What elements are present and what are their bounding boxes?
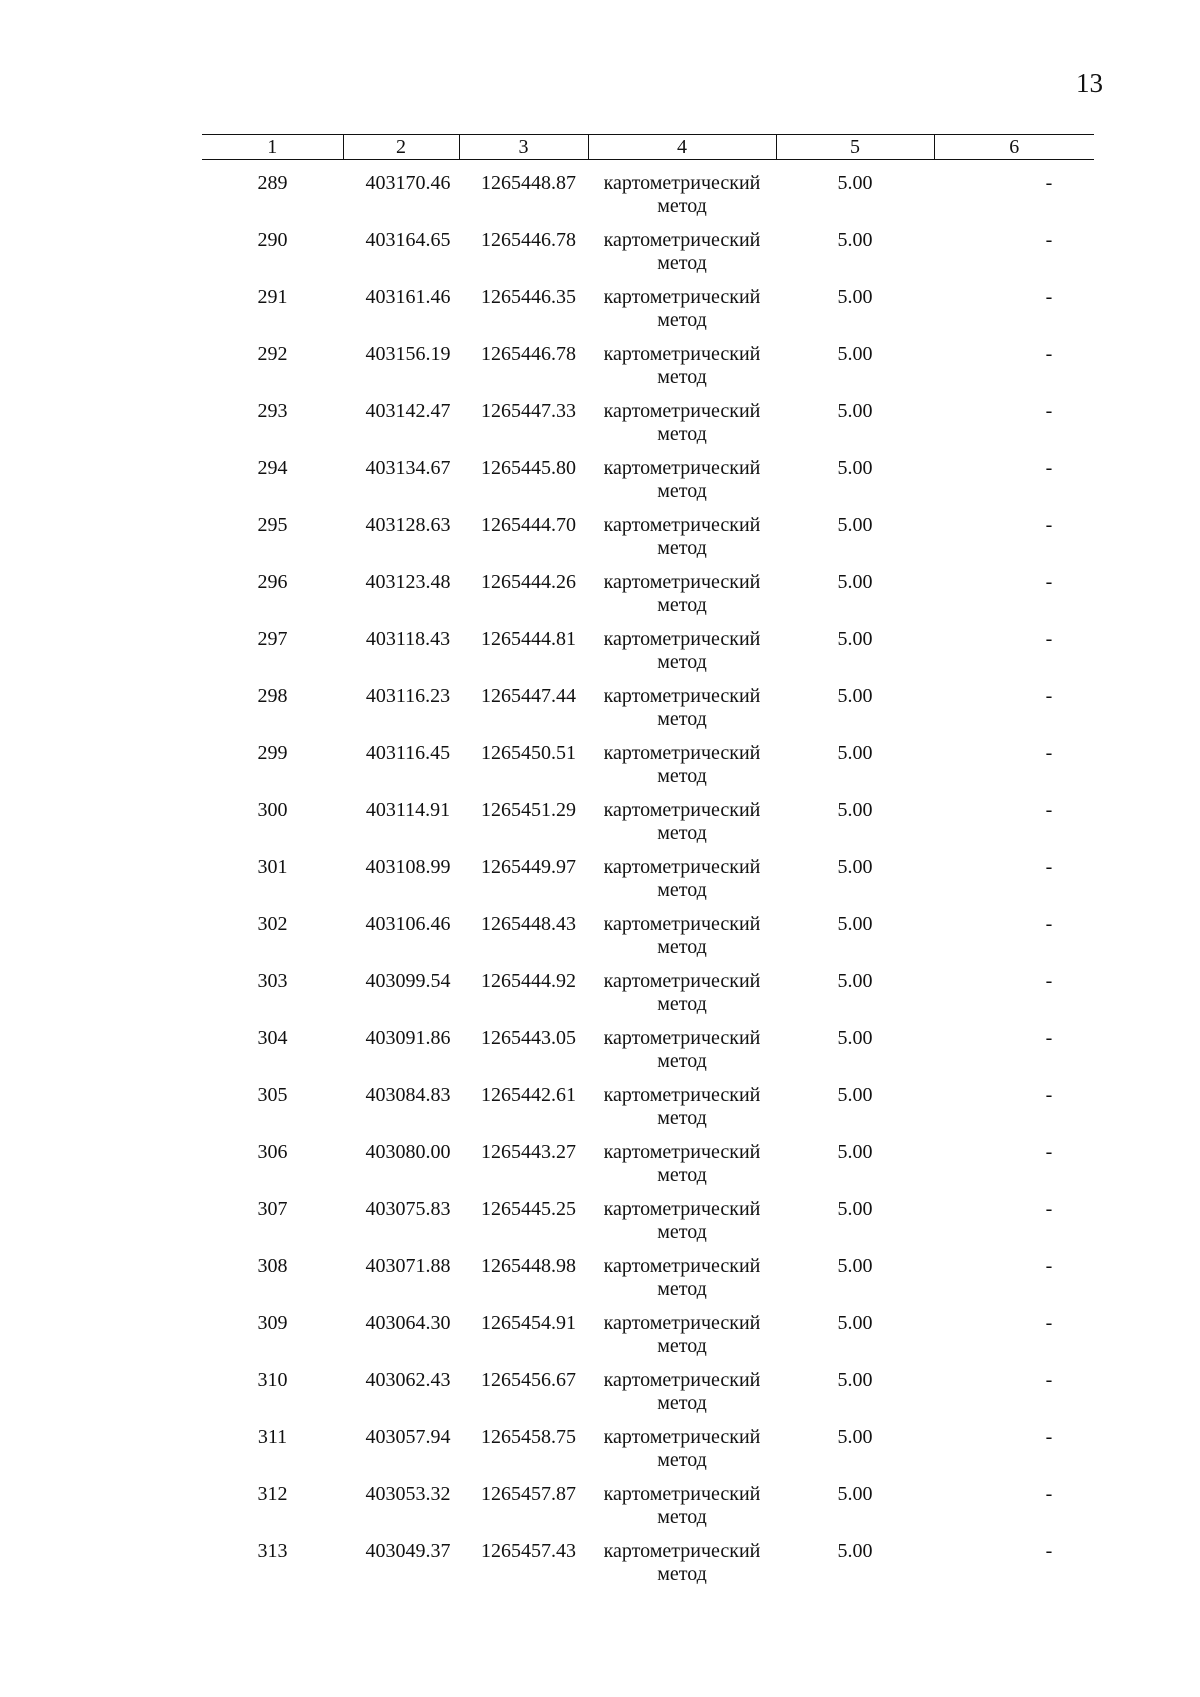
accuracy-cell: 5.00 [837,1198,873,1220]
method-cell [588,571,776,628]
note-cell: - [1045,1198,1053,1220]
method-cell [588,1369,776,1426]
table-row [202,799,1094,856]
method-line-2: метод [657,993,707,1015]
accuracy-cell: 5.00 [837,628,873,650]
y-coordinate-cell: 1265446.35 [481,286,576,308]
method-line-2: метод [657,1221,707,1243]
point-number-cell: 289 [257,172,288,194]
point-number-cell: 301 [257,856,288,878]
point-number-cell: 304 [257,1027,288,1049]
x-coordinate-cell: 403156.19 [365,343,451,365]
note-cell: - [1045,1141,1053,1163]
header-cell-3: 3 [459,135,588,160]
note-cell: - [1045,1084,1053,1106]
accuracy-cell: 5.00 [837,856,873,878]
method-line-1: картометрический [603,628,761,650]
method-cell [588,1426,776,1483]
x-coordinate-cell: 403134.67 [365,457,451,479]
accuracy-cell: 5.00 [837,571,873,593]
point-number-cell: 294 [257,457,288,479]
header-cell-1: 1 [202,135,343,160]
y-coordinate-cell: 1265451.29 [481,799,576,821]
x-coordinate-cell: 403084.83 [365,1084,451,1106]
table-row [202,400,1094,457]
x-coordinate-cell: 403128.63 [365,514,451,536]
header-cell-6: 6 [934,135,1094,160]
table-row [202,1084,1094,1141]
method-cell [588,229,776,286]
point-number-cell: 310 [257,1369,288,1391]
table-row [202,1312,1094,1369]
accuracy-cell: 5.00 [837,1312,873,1334]
method-line-2: метод [657,252,707,274]
accuracy-cell: 5.00 [837,970,873,992]
method-cell [588,685,776,742]
accuracy-cell: 5.00 [837,343,873,365]
note-cell: - [1045,172,1053,194]
accuracy-cell: 5.00 [837,514,873,536]
method-line-1: картометрический [603,1198,761,1220]
accuracy-cell: 5.00 [837,1255,873,1277]
point-number-cell: 306 [257,1141,288,1163]
x-coordinate-cell: 403091.86 [365,1027,451,1049]
x-coordinate-cell: 403106.46 [365,913,451,935]
table-row [202,457,1094,514]
note-cell: - [1045,514,1053,536]
method-cell [588,1255,776,1312]
x-coordinate-cell: 403118.43 [365,628,451,650]
x-coordinate-cell: 403116.23 [365,685,451,707]
y-coordinate-cell: 1265447.44 [481,685,576,707]
method-line-2: метод [657,879,707,901]
method-line-1: картометрический [603,1426,761,1448]
header-cell-5: 5 [776,135,934,160]
point-number-cell: 303 [257,970,288,992]
method-cell [588,343,776,400]
note-cell: - [1045,457,1053,479]
y-coordinate-cell: 1265448.98 [481,1255,576,1277]
method-line-2: метод [657,651,707,673]
y-coordinate-cell: 1265447.33 [481,400,576,422]
table-row [202,742,1094,799]
method-cell [588,913,776,970]
method-line-1: картометрический [603,970,761,992]
method-cell [588,1483,776,1540]
y-coordinate-cell: 1265450.51 [481,742,576,764]
y-coordinate-cell: 1265444.26 [481,571,576,593]
method-line-1: картометрический [603,913,761,935]
y-coordinate-cell: 1265443.27 [481,1141,576,1163]
y-coordinate-cell: 1265448.43 [481,913,576,935]
accuracy-cell: 5.00 [837,1141,873,1163]
method-line-2: метод [657,195,707,217]
method-line-1: картометрический [603,1369,761,1391]
table-row [202,229,1094,286]
accuracy-cell: 5.00 [837,1540,873,1562]
table-row [202,685,1094,742]
method-cell [588,970,776,1027]
y-coordinate-cell: 1265446.78 [481,229,576,251]
method-line-2: метод [657,1506,707,1528]
method-line-2: метод [657,537,707,559]
x-coordinate-cell: 403116.45 [365,742,451,764]
accuracy-cell: 5.00 [837,1369,873,1391]
table-body [202,160,1094,1598]
point-number-cell: 297 [257,628,288,650]
method-cell [588,514,776,571]
accuracy-cell: 5.00 [837,1027,873,1049]
y-coordinate-cell: 1265449.97 [481,856,576,878]
method-line-2: метод [657,1392,707,1414]
note-cell: - [1045,1483,1053,1505]
method-line-1: картометрический [603,286,761,308]
accuracy-cell: 5.00 [837,799,873,821]
note-cell: - [1045,799,1053,821]
method-cell [588,1312,776,1369]
y-coordinate-cell: 1265457.87 [481,1483,576,1505]
coordinates-table [202,134,1094,1597]
table-row [202,1255,1094,1312]
method-line-2: метод [657,708,707,730]
method-line-2: метод [657,1278,707,1300]
table-row [202,1141,1094,1198]
accuracy-cell: 5.00 [837,685,873,707]
x-coordinate-cell: 403080.00 [365,1141,451,1163]
point-number-cell: 296 [257,571,288,593]
y-coordinate-cell: 1265457.43 [481,1540,576,1562]
table-row [202,1198,1094,1255]
y-coordinate-cell: 1265445.25 [481,1198,576,1220]
point-number-cell: 307 [257,1198,288,1220]
accuracy-cell: 5.00 [837,229,873,251]
note-cell: - [1045,1255,1053,1277]
point-number-cell: 309 [257,1312,288,1334]
table-row [202,913,1094,970]
accuracy-cell: 5.00 [837,400,873,422]
note-cell: - [1045,913,1053,935]
x-coordinate-cell: 403057.94 [365,1426,451,1448]
method-cell [588,1540,776,1597]
method-line-2: метод [657,594,707,616]
method-line-2: метод [657,822,707,844]
table-row [202,1369,1094,1426]
x-coordinate-cell: 403114.91 [365,799,451,821]
point-number-cell: 290 [257,229,288,251]
x-coordinate-cell: 403170.46 [365,172,451,194]
x-coordinate-cell: 403161.46 [365,286,451,308]
method-line-2: метод [657,1563,707,1585]
method-line-2: метод [657,480,707,502]
method-cell [588,1027,776,1084]
point-number-cell: 308 [257,1255,288,1277]
y-coordinate-cell: 1265444.70 [481,514,576,536]
x-coordinate-cell: 403123.48 [365,571,451,593]
note-cell: - [1045,286,1053,308]
x-coordinate-cell: 403053.32 [365,1483,451,1505]
table-row [202,856,1094,913]
method-line-1: картометрический [603,457,761,479]
method-line-1: картометрический [603,172,761,194]
y-coordinate-cell: 1265448.87 [481,172,576,194]
table-row [202,160,1094,230]
note-cell: - [1045,1027,1053,1049]
y-coordinate-cell: 1265444.81 [481,628,576,650]
x-coordinate-cell: 403064.30 [365,1312,451,1334]
method-cell [588,160,776,230]
y-coordinate-cell: 1265443.05 [481,1027,576,1049]
method-line-2: метод [657,1050,707,1072]
accuracy-cell: 5.00 [837,457,873,479]
method-line-1: картометрический [603,1141,761,1163]
method-line-1: картометрический [603,856,761,878]
x-coordinate-cell: 403062.43 [365,1369,451,1391]
point-number-cell: 302 [257,913,288,935]
note-cell: - [1045,628,1053,650]
accuracy-cell: 5.00 [837,286,873,308]
note-cell: - [1045,1426,1053,1448]
x-coordinate-cell: 403049.37 [365,1540,451,1562]
accuracy-cell: 5.00 [837,742,873,764]
header-row [202,135,1094,160]
method-cell [588,457,776,514]
method-line-1: картометрический [603,1084,761,1106]
point-number-cell: 298 [257,685,288,707]
method-cell [588,799,776,856]
method-line-1: картометрический [603,742,761,764]
method-cell [588,286,776,343]
method-line-2: метод [657,309,707,331]
table-row [202,1426,1094,1483]
method-line-2: метод [657,936,707,958]
point-number-cell: 311 [257,1426,288,1448]
table-row [202,286,1094,343]
header-cell-2: 2 [343,135,459,160]
method-cell [588,400,776,457]
table-row [202,970,1094,1027]
note-cell: - [1045,400,1053,422]
coordinates-table-container [202,134,1094,1597]
method-line-2: метод [657,366,707,388]
table-row [202,1027,1094,1084]
method-line-2: метод [657,1335,707,1357]
method-line-1: картометрический [603,514,761,536]
accuracy-cell: 5.00 [837,172,873,194]
note-cell: - [1045,742,1053,764]
method-cell [588,856,776,913]
method-line-1: картометрический [603,1312,761,1334]
y-coordinate-cell: 1265445.80 [481,457,576,479]
table-row [202,1540,1094,1597]
point-number-cell: 299 [257,742,288,764]
x-coordinate-cell: 403142.47 [365,400,451,422]
point-number-cell: 292 [257,343,288,365]
x-coordinate-cell: 403075.83 [365,1198,451,1220]
note-cell: - [1045,1540,1053,1562]
method-line-1: картометрический [603,799,761,821]
method-line-2: метод [657,1107,707,1129]
method-line-1: картометрический [603,685,761,707]
note-cell: - [1045,856,1053,878]
table-row [202,628,1094,685]
point-number-cell: 312 [257,1483,288,1505]
table-row [202,571,1094,628]
y-coordinate-cell: 1265444.92 [481,970,576,992]
x-coordinate-cell: 403071.88 [365,1255,451,1277]
note-cell: - [1045,1369,1053,1391]
table-header [202,135,1094,160]
method-line-1: картометрический [603,400,761,422]
y-coordinate-cell: 1265446.78 [481,343,576,365]
table-row [202,514,1094,571]
table-row [202,343,1094,400]
point-number-cell: 305 [257,1084,288,1106]
x-coordinate-cell: 403108.99 [365,856,451,878]
accuracy-cell: 5.00 [837,913,873,935]
method-line-1: картометрический [603,1255,761,1277]
method-line-1: картометрический [603,1027,761,1049]
note-cell: - [1045,571,1053,593]
page-number: 13 [1076,68,1103,98]
method-cell [588,742,776,799]
method-line-1: картометрический [603,343,761,365]
point-number-cell: 293 [257,400,288,422]
method-cell [588,1198,776,1255]
method-line-1: картометрический [603,571,761,593]
note-cell: - [1045,229,1053,251]
note-cell: - [1045,1312,1053,1334]
note-cell: - [1045,343,1053,365]
y-coordinate-cell: 1265442.61 [481,1084,576,1106]
method-cell [588,628,776,685]
header-cell-4: 4 [588,135,776,160]
point-number-cell: 300 [257,799,288,821]
x-coordinate-cell: 403164.65 [365,229,451,251]
y-coordinate-cell: 1265458.75 [481,1426,576,1448]
x-coordinate-cell: 403099.54 [365,970,451,992]
method-line-2: метод [657,1449,707,1471]
accuracy-cell: 5.00 [837,1426,873,1448]
point-number-cell: 313 [257,1540,288,1562]
method-line-1: картометрический [603,1483,761,1505]
accuracy-cell: 5.00 [837,1483,873,1505]
point-number-cell: 291 [257,286,288,308]
method-cell [588,1141,776,1198]
note-cell: - [1045,970,1053,992]
method-line-1: картометрический [603,1540,761,1562]
point-number-cell: 295 [257,514,288,536]
method-cell [588,1084,776,1141]
method-line-2: метод [657,1164,707,1186]
note-cell: - [1045,685,1053,707]
method-line-2: метод [657,765,707,787]
accuracy-cell: 5.00 [837,1084,873,1106]
method-line-2: метод [657,423,707,445]
y-coordinate-cell: 1265456.67 [481,1369,576,1391]
table-row [202,1483,1094,1540]
method-line-1: картометрический [603,229,761,251]
y-coordinate-cell: 1265454.91 [481,1312,576,1334]
